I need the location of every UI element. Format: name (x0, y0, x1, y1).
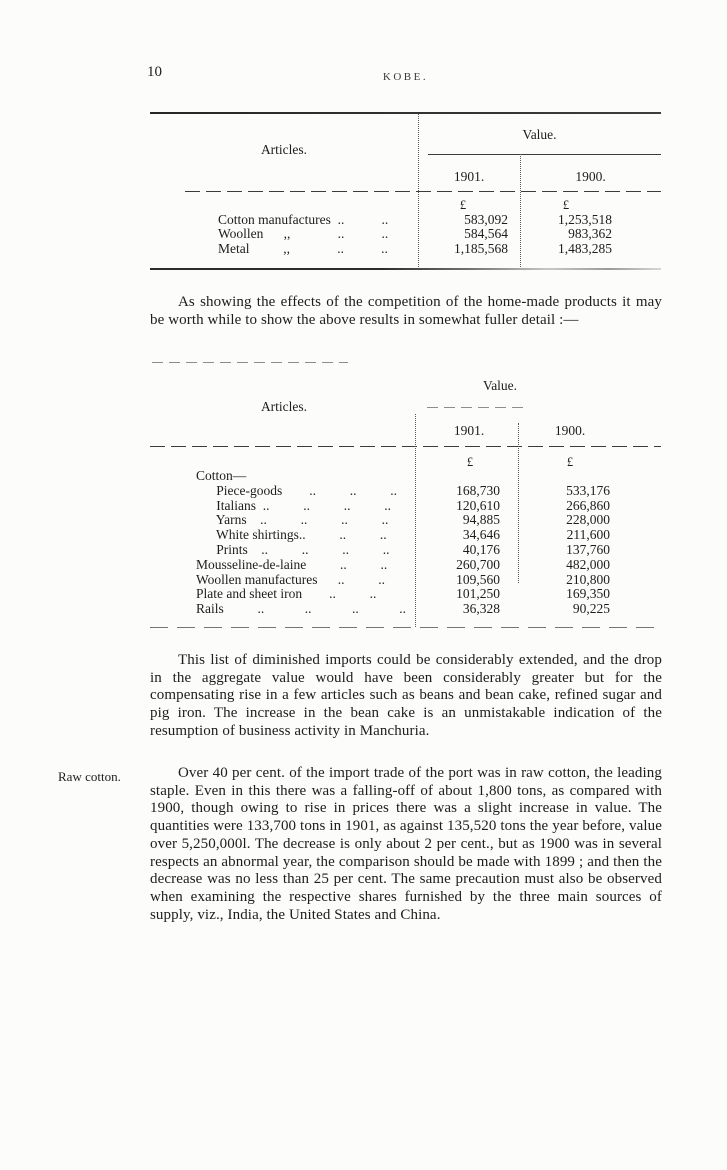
table-row (150, 572, 661, 587)
article-cell: Prints .. .. .. .. (196, 541, 390, 557)
table-row (150, 498, 661, 513)
article-cell: Rails .. .. .. .. (196, 601, 407, 617)
value-1900-cell: 228,000 (566, 512, 610, 528)
value-1900-cell: 169,350 (566, 586, 610, 602)
article-cell: Plate and sheet iron .. .. (196, 586, 377, 602)
table-body (150, 212, 661, 255)
article-cell: White shirtings.. .. .. (196, 527, 387, 543)
column-header-value: Value. (482, 378, 518, 393)
imports-summary-table (150, 112, 661, 270)
article-cell: Metal ,, .. .. (218, 240, 388, 256)
value-1901-cell: 168,730 (456, 482, 500, 498)
value-1901-cell: 1,185,568 (454, 240, 508, 256)
table-bottom-rule (150, 268, 661, 270)
article-cell: Woollen manufactures .. .. (196, 571, 385, 587)
value-1901-cell: 36,328 (462, 601, 500, 617)
column-header-articles: Articles. (260, 142, 308, 157)
page-number: 10 (147, 64, 162, 80)
article-cell: Yarns .. .. .. .. (196, 512, 389, 528)
table-body (150, 468, 661, 616)
article-cell: Cotton— (196, 468, 247, 483)
body-paragraph-raw-cotton: Over 40 per cent. of the import trade of the port was in raw cotton, the leading staple. Even in this there was a falling-off of about 1,800 tons, as compared with 1900, though owing to rise in prices there was a slight increase in value. The quantities were 133,700 tons in 1901, as against 135,520 tons the year before, value over 5,250,000l. The decrease is only about 2 per cent., but as 1900 was in several respects an abnormal year, the comparison should be made with 1899 ; and then the decrease was no less than 25 per cent. The same precaution must also be observed when examining the respective shares furnished by the three main sources of supply, viz., India, the United States and China. (150, 765, 662, 923)
article-cell: Woollen ,, .. .. (218, 226, 389, 242)
value-underline-rule (428, 154, 661, 155)
value-1901-cell: 34,646 (462, 527, 500, 543)
imports-detail-table (150, 362, 661, 629)
table-top-rule (152, 362, 348, 363)
table-row (150, 512, 661, 527)
value-1901-cell: 40,176 (462, 541, 500, 557)
header-bottom-rule (150, 446, 661, 447)
year-header-1901: 1901. (453, 423, 485, 438)
year-header-1900: 1900. (554, 423, 586, 438)
header-bottom-rule (185, 191, 661, 192)
value-1901-cell: 109,560 (456, 571, 500, 587)
table-row (150, 483, 661, 498)
value-1901-cell: 260,700 (456, 556, 500, 572)
value-1900-cell: 1,483,285 (558, 240, 612, 256)
margin-note-raw-cotton: Raw cotton. (58, 769, 121, 784)
table-row (150, 226, 661, 240)
article-cell: Piece-goods .. .. .. (196, 482, 397, 498)
value-1900-cell: 482,000 (566, 556, 610, 572)
value-1901-cell: 94,885 (462, 512, 500, 528)
table-top-rule (150, 112, 661, 114)
table-row (150, 586, 661, 601)
body-paragraph-diminished-imports: This list of diminished imports could be considerably extended, and the drop in the aggregate value would have been considerably greater but for the compensating rise in a few articles such as beans and bean cake, refined sugar and pig iron. The increase in the bean cake is an unmistakable indication of the resumption of business activity in Manchuria. (150, 652, 662, 739)
table-row (150, 241, 661, 255)
table-row (150, 601, 661, 616)
year-header-1900: 1900. (575, 169, 606, 184)
value-1900-cell: 533,176 (566, 482, 610, 498)
value-1900-cell: 1,253,518 (558, 212, 612, 227)
value-1901-cell: 120,610 (456, 497, 500, 513)
article-cell: Italians .. .. .. .. (196, 497, 391, 513)
value-1900-cell: 983,362 (568, 226, 612, 242)
column-header-articles: Articles. (260, 399, 308, 414)
currency-symbol-1900: £ (566, 455, 574, 469)
table-row-group-header (150, 468, 661, 483)
value-1901-cell: 101,250 (456, 586, 500, 602)
value-underline-rule (427, 407, 525, 408)
value-1901-cell: 583,092 (464, 212, 508, 227)
year-header-1901: 1901. (453, 169, 485, 184)
currency-symbol-1900: £ (562, 198, 570, 212)
table-row (150, 557, 661, 572)
column-header-value: Value. (522, 127, 557, 142)
currency-symbol-1901: £ (466, 455, 474, 469)
value-1900-cell: 137,760 (566, 541, 610, 557)
value-1900-cell: 90,225 (572, 601, 610, 617)
intro-paragraph: As showing the effects of the competition of the home-made products it may be worth while to show the above results in somewhat fuller detail :— (150, 294, 662, 328)
running-header: KOBE. (382, 71, 429, 83)
article-cell: Mousseline-de-laine .. .. (196, 556, 388, 572)
value-1900-cell: 266,860 (566, 497, 610, 513)
table-bottom-rule (150, 627, 661, 628)
value-1900-cell: 210,800 (566, 571, 610, 587)
table-row (150, 527, 661, 542)
value-1900-cell: 211,600 (566, 527, 610, 543)
currency-symbol-1901: £ (459, 198, 467, 212)
article-cell: Cotton manufactures .. .. (218, 212, 389, 227)
value-1901-cell: 584,564 (464, 226, 508, 242)
table-row (150, 542, 661, 557)
table-row (150, 212, 661, 226)
